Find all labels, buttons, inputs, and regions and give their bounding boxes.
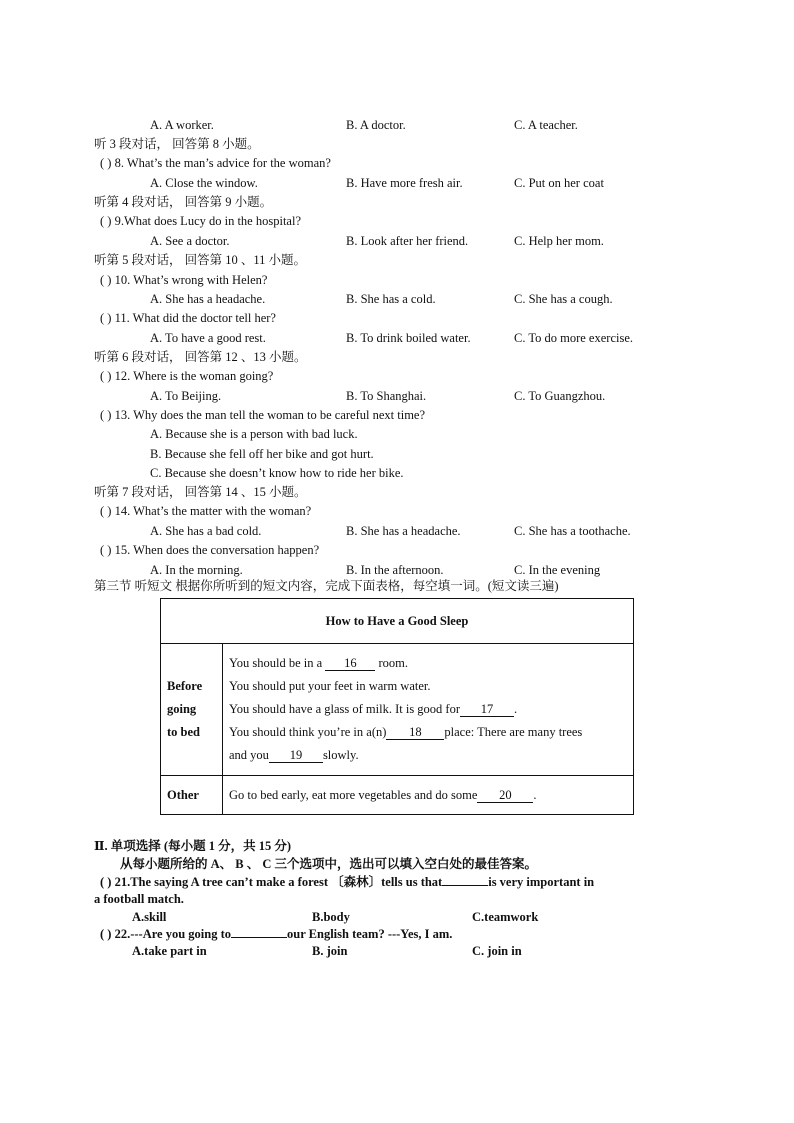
label-line: Before bbox=[167, 679, 203, 693]
q21-text: is very important in bbox=[488, 875, 595, 889]
q15-option-c: C. In the evening bbox=[514, 563, 601, 577]
q21-option-a: A.skill bbox=[132, 910, 167, 924]
tip-line-2: You should put your feet in warm water. bbox=[229, 679, 431, 693]
blank-16[interactable]: 16 bbox=[325, 656, 375, 671]
tip-text: and you bbox=[229, 748, 269, 762]
q22-option-a: A.take part in bbox=[132, 944, 207, 958]
q8-option-b: B. Have more fresh air. bbox=[346, 176, 463, 190]
tip-text: . bbox=[533, 787, 537, 802]
q12-option-c: C. To Guangzhou. bbox=[514, 389, 606, 403]
q21-option-b: B.body bbox=[312, 910, 350, 924]
question-22 bbox=[100, 926, 452, 942]
tip-line-1 bbox=[229, 652, 633, 675]
part-2-header: Ⅱ. 单项选择 (每小题 1 分，共 15 分) bbox=[94, 839, 291, 853]
q7-option-b: B. A doctor. bbox=[346, 118, 406, 132]
q11-option-a: A. To have a good rest. bbox=[150, 331, 266, 345]
q22-text: ( ) 22.---Are you going to bbox=[100, 927, 231, 941]
question-15: ( ) 15. When does the conversation happen? bbox=[100, 543, 320, 557]
before-bed-tips bbox=[223, 644, 634, 776]
tip-text: place: There are many trees bbox=[444, 725, 583, 739]
q8-option-a: A. Close the window. bbox=[150, 176, 258, 190]
q13-option-b: B. Because she fell off her bike and got hurt. bbox=[150, 447, 374, 461]
question-9: ( ) 9.What does Lucy do in the hospital? bbox=[100, 214, 301, 228]
section-3-header: 第三节 听短文 根据你所听到的短文内容，完成下面表格，每空填一词。(短文读三遍) bbox=[94, 579, 559, 593]
q7-option-c: C. A teacher. bbox=[514, 118, 578, 132]
q11-option-c: C. To do more exercise. bbox=[514, 331, 634, 345]
tip-text: You should think you’re in a(n) bbox=[229, 725, 387, 739]
q10-option-b: B. She has a cold. bbox=[346, 292, 436, 306]
blank-22[interactable] bbox=[231, 937, 287, 938]
q15-option-b: B. In the afternoon. bbox=[346, 563, 444, 577]
q10-option-c: C. She has a cough. bbox=[514, 292, 613, 306]
q12-option-b: B. To Shanghai. bbox=[346, 389, 427, 403]
tip-line-4 bbox=[229, 721, 633, 744]
tip-text: slowly. bbox=[322, 748, 359, 762]
question-21 bbox=[100, 874, 594, 890]
tip-line-5 bbox=[229, 744, 633, 767]
q10-option-a: A. She has a headache. bbox=[150, 292, 266, 306]
tip-line-3 bbox=[229, 698, 633, 721]
q14-option-c: C. She has a toothache. bbox=[514, 524, 631, 538]
q11-option-b: B. To drink boiled water. bbox=[346, 331, 471, 345]
tip-text: Go to bed early, eat more vegetables and do some bbox=[229, 787, 478, 802]
tip-text: . bbox=[514, 702, 518, 716]
blank-17[interactable]: 17 bbox=[460, 702, 514, 717]
q22-option-c: C. join in bbox=[472, 944, 522, 958]
dialogue-5-header: 听第 5 段对话， 回答第 10 、11 小题。 bbox=[94, 253, 307, 267]
part-2-instruction: 从每小题所给的 A、 B 、 C 三个选项中，选出可以填入空白处的最佳答案。 bbox=[120, 857, 538, 871]
blank-19[interactable]: 19 bbox=[269, 748, 323, 763]
q22-option-b: B. join bbox=[312, 944, 348, 958]
sleep-tips-table bbox=[160, 598, 634, 815]
question-10: ( ) 10. What’s wrong with Helen? bbox=[100, 273, 268, 287]
q9-option-a: A. See a doctor. bbox=[150, 234, 230, 248]
q15-option-a: A. In the morning. bbox=[150, 563, 243, 577]
question-12: ( ) 12. Where is the woman going? bbox=[100, 369, 274, 383]
other-label: Other bbox=[161, 776, 223, 815]
q9-option-c: C. Help her mom. bbox=[514, 234, 604, 248]
q9-option-b: B. Look after her friend. bbox=[346, 234, 469, 248]
other-tip bbox=[223, 776, 634, 815]
q14-option-b: B. She has a headache. bbox=[346, 524, 461, 538]
q14-option-a: A. She has a bad cold. bbox=[150, 524, 262, 538]
q7-option-a: A. A worker. bbox=[150, 118, 214, 132]
dialogue-3-header: 听 3 段对话， 回答第 8 小题。 bbox=[94, 137, 260, 151]
question-8: ( ) 8. What’s the man’s advice for the woman? bbox=[100, 156, 331, 170]
tip-text: You should be in a bbox=[229, 656, 326, 670]
before-going-to-bed-label bbox=[161, 644, 223, 776]
q21-continued: a football match. bbox=[94, 892, 184, 906]
dialogue-4-header: 听第 4 段对话， 回答第 9 小题。 bbox=[94, 195, 273, 209]
dialogue-7-header: 听第 7 段对话， 回答第 14 、15 小题。 bbox=[94, 485, 307, 499]
tip-text: room. bbox=[375, 656, 408, 670]
question-13: ( ) 13. Why does the man tell the woman to be careful next time? bbox=[100, 408, 426, 422]
q21-option-c: C.teamwork bbox=[472, 910, 539, 924]
q21-text: ( ) 21.The saying A tree can’t make a forest 〔森林〕tells us that bbox=[100, 875, 443, 889]
q13-option-c: C. Because she doesn’t know how to ride her bike. bbox=[150, 466, 404, 480]
tip-text: You should have a glass of milk. It is good for bbox=[229, 702, 461, 716]
question-14: ( ) 14. What’s the matter with the woman? bbox=[100, 504, 312, 518]
q12-option-a: A. To Beijing. bbox=[150, 389, 222, 403]
q22-text: our English team? ---Yes, I am. bbox=[287, 927, 453, 941]
table-title: How to Have a Good Sleep bbox=[161, 599, 634, 644]
label-line: to bed bbox=[167, 725, 200, 739]
question-11: ( ) 11. What did the doctor tell her? bbox=[100, 311, 276, 325]
q13-option-a: A. Because she is a person with bad luck. bbox=[150, 427, 358, 441]
blank-21[interactable] bbox=[442, 885, 488, 886]
q8-option-c: C. Put on her coat bbox=[514, 176, 604, 190]
dialogue-6-header: 听第 6 段对话， 回答第 12 、13 小题。 bbox=[94, 350, 307, 364]
blank-20[interactable]: 20 bbox=[477, 788, 533, 803]
label-line: going bbox=[167, 702, 197, 716]
blank-18[interactable]: 18 bbox=[386, 725, 444, 740]
